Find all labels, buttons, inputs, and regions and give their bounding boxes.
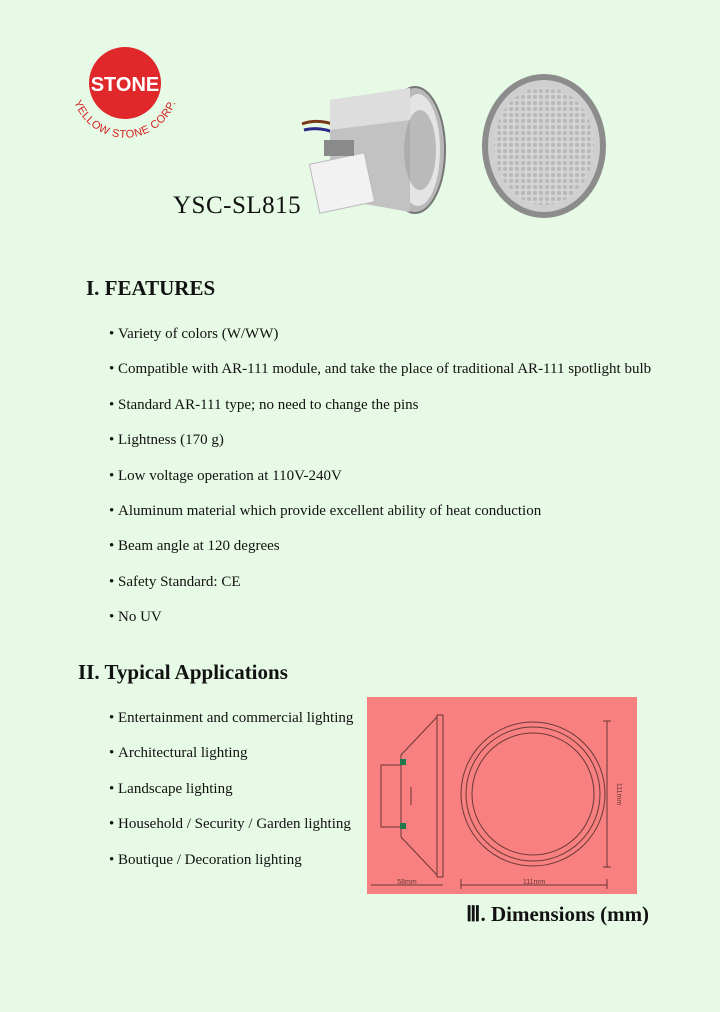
side-view-housing <box>401 717 437 875</box>
feature-item: • Aluminum material which provide excellent ability of heat conduction <box>109 502 651 537</box>
feature-item: • Lightness (170 g) <box>109 431 651 466</box>
front-view-lens <box>472 733 594 855</box>
application-item: • Landscape lighting <box>109 780 353 815</box>
applications-list <box>109 709 353 886</box>
feature-item: • Variety of colors (W/WW) <box>109 325 651 360</box>
model-number: YSC-SL815 <box>173 192 302 219</box>
pin-marker-icon <box>400 759 406 765</box>
features-list <box>109 325 651 644</box>
feature-item: • Compatible with AR-111 module, and take the place of traditional AR-111 spotlight bulb <box>109 360 651 395</box>
applications-heading: II. Typical Applications <box>78 660 288 684</box>
side-view-driver <box>381 765 401 827</box>
feature-item: • Standard AR-111 type; no need to change the pins <box>109 396 651 431</box>
application-item: • Entertainment and commercial lighting <box>109 709 353 744</box>
application-item: • Architectural lighting <box>109 744 353 779</box>
application-item: • Household / Security / Garden lighting <box>109 815 353 850</box>
dimensions-heading: Ⅲ. Dimensions (mm) <box>466 902 650 926</box>
pin-marker-icon <box>400 823 406 829</box>
feature-item: • Safety Standard: CE <box>109 573 651 608</box>
company-logo <box>62 36 188 162</box>
logo-company-name: YELLOW STONE CORP. <box>71 98 179 141</box>
dimensions-drawing <box>367 697 637 894</box>
application-item: • Boutique / Decoration lighting <box>109 851 353 886</box>
width-dimension-label: 111mm <box>522 879 546 886</box>
feature-item: • Low voltage operation at 110V-240V <box>109 467 651 502</box>
front-view-outer-ring <box>461 722 605 866</box>
depth-dimension-label: 58mm <box>397 879 417 886</box>
product-side-photo <box>300 80 450 220</box>
feature-item: • Beam angle at 120 degrees <box>109 537 651 572</box>
logo-brand: STONE <box>90 74 160 96</box>
features-heading: I. FEATURES <box>86 276 216 300</box>
height-dimension-label: 111mm <box>615 782 622 806</box>
product-front-photo <box>478 70 610 220</box>
feature-item: • No UV <box>109 608 651 643</box>
